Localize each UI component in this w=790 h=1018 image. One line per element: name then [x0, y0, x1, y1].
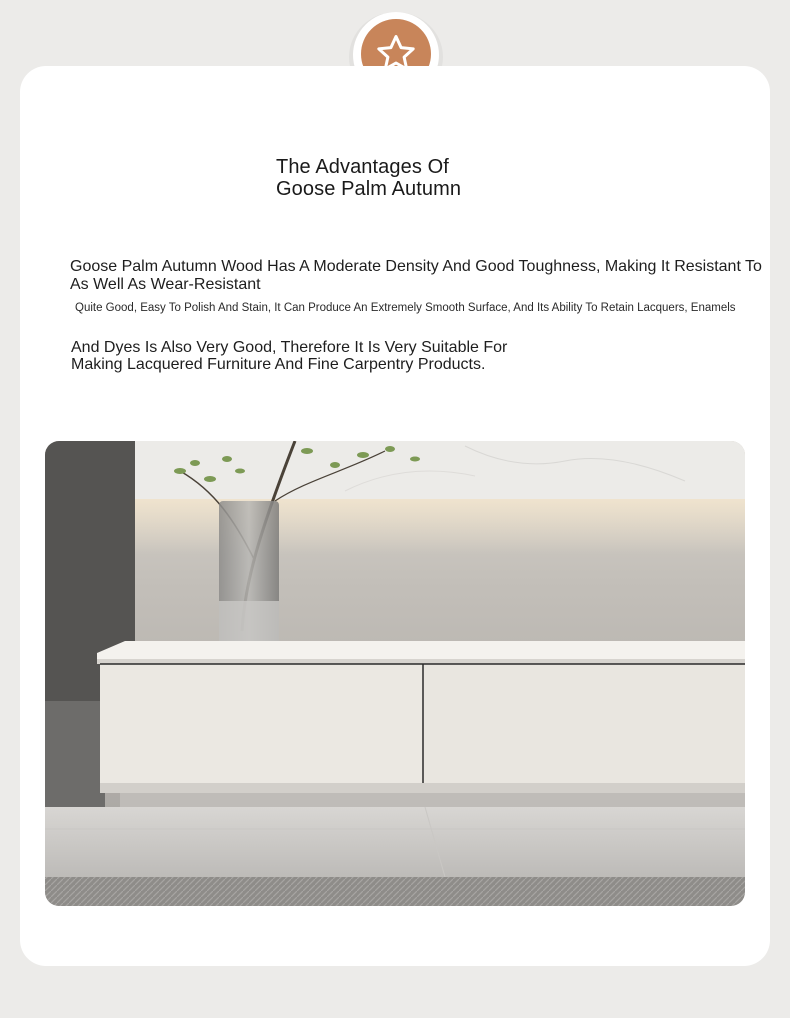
section-heading	[276, 156, 461, 200]
description-paragraph-3	[71, 339, 507, 373]
paragraph-3-line-2: Making Lacquered Furniture And Fine Carpentry Products.	[71, 356, 486, 373]
heading-line-1: The Advantages Of	[276, 156, 449, 178]
glass-vase	[218, 501, 280, 655]
paragraph-2-line-1: Quite Good, Easy To Polish And Stain, It Can Produce An Extremely Smooth Surface, And Its Ability To Retain Lacquers, Enamels	[75, 302, 736, 314]
paragraph-3-line-1: And Dyes Is Also Very Good, Therefore It Is Very Suitable For	[71, 339, 508, 356]
paragraph-1-line-1: Goose Palm Autumn Wood Has A Moderate Density And Good Toughness, Making It Resistant To	[70, 258, 762, 275]
description-paragraph-2	[75, 301, 736, 315]
product-photo	[45, 441, 745, 906]
tv-cabinet-illustration	[45, 441, 745, 906]
content-card	[20, 66, 770, 966]
description-paragraph-1	[70, 258, 770, 294]
paragraph-1-line-2: As Well As Wear-Resistant	[70, 276, 261, 293]
heading-line-2: Goose Palm Autumn	[276, 178, 462, 200]
